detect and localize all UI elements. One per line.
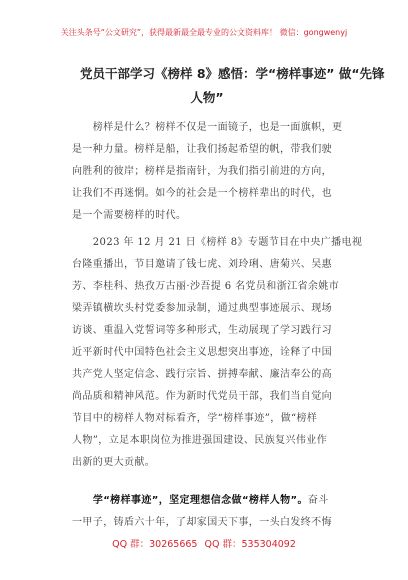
p2-line: 访谈、重温入党誓词等多种形式，生动展现了学习践行习 xyxy=(72,325,332,336)
footer-qq-group-2: QQ 群：535304092 xyxy=(204,539,296,550)
paragraph-3-line-1 xyxy=(72,490,348,512)
footer-contact xyxy=(0,536,408,550)
p2-line: 芳、李桂科、热孜万古丽·沙吾提 6 名党员和浙江省余姚市 xyxy=(72,281,340,292)
paragraph-2 xyxy=(72,232,363,474)
p2-line: 2023 年 12 月 21 日《榜样 8》专题节目在中央广播电视 xyxy=(72,237,363,248)
p2-line: 出新的更大贡献。 xyxy=(72,457,156,468)
p2-line: 近平新时代中国特色社会主义思想突出事迹，诠释了中国 xyxy=(72,347,332,358)
header-banner: 关注头条号“公文研究”，获得最新最全最专业的公文资料库！ 微信：gongwenyj xyxy=(60,28,348,37)
p1-line: 向胜利的彼岸；榜样是指南针，为我们指引前进的方向， xyxy=(72,166,332,177)
p2-line: 节目中的榜样人物对标看齐，学“榜样事迹”，做“榜样 xyxy=(72,413,318,424)
document-title xyxy=(80,62,385,110)
paragraph-3-rest: 奋斗 xyxy=(307,495,329,506)
footer-qq-group-1: QQ 群：30265665 xyxy=(112,539,198,550)
p1-line: 榜样是什么？榜样不仅是一面镜子，也是一面旗帜，更 xyxy=(72,122,343,133)
paragraph-3 xyxy=(72,490,348,534)
p2-line: 共产党人坚定信念、践行宗旨、拼搏奉献、廉洁奉公的高 xyxy=(72,369,332,380)
paragraph-3-line-2: 一甲子，铸盾六十年，了却家国天下事，一头白发终不悔 xyxy=(72,517,332,528)
title-line-1: 党员干部学习《榜样 8》感悟：学“榜样事迹” 做“先锋 xyxy=(80,66,385,81)
p2-line: 人物”，立足本职岗位为推进强国建设、民族复兴伟业作 xyxy=(72,435,328,446)
p1-line: 是一个需要榜样的时代。 xyxy=(72,210,187,221)
p1-line: 让我们不再迷惘。如今的社会是一个榜样辈出的时代，也 xyxy=(72,188,332,199)
paragraph-1 xyxy=(72,117,348,227)
paragraph-3-bold-heading: 学“榜样事迹”，坚定理想信念做“榜样人物”。 xyxy=(92,495,308,506)
p2-line: 尚品质和精神风范。作为新时代党员干部，我们当自觉向 xyxy=(72,391,332,402)
p2-line: 梁弄镇横坎头村党委参加录制，通过典型事迹展示、现场 xyxy=(72,303,332,314)
p2-line: 台隆重播出，节目邀请了钱七虎、刘玲琍、唐菊兴、吴惠 xyxy=(72,259,332,270)
p1-line: 是一种力量。榜样是船，让我们扬起希望的帆，带我们驶 xyxy=(72,144,332,155)
title-line-2: 人物” xyxy=(190,90,224,105)
